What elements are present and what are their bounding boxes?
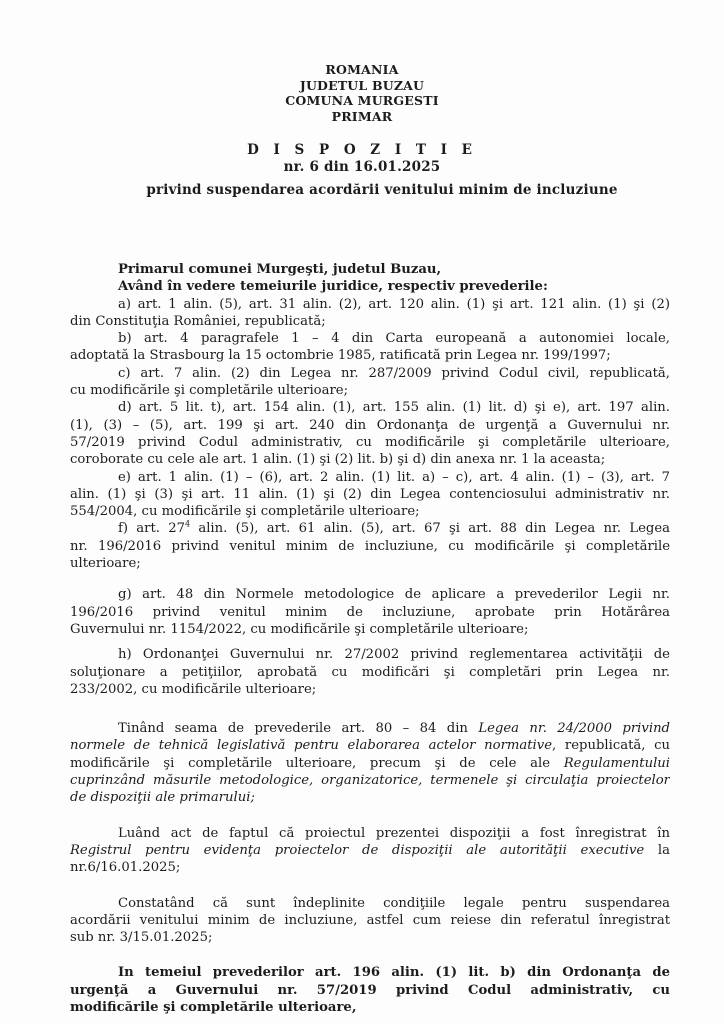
registered-text: la (644, 842, 670, 858)
provision-e-line: 554/2004, cu modificările şi completările ulterioare; (70, 504, 420, 520)
basis-line: urgenţă a Guvernului nr. 57/2019 privind Codul administrativ, cu (70, 982, 670, 998)
provision-f-line: ulterioare; (70, 556, 141, 572)
provision-f-line: nr. 196/2016 privind venitul minim de incluziune, cu modificările şi completările (70, 538, 670, 554)
finding-line: Constatând că sunt îndeplinite condiţiile legale pentru suspendarea (118, 895, 670, 911)
provision-d-line: 57/2019 privind Codul administrativ, cu modificările şi completările ulterioare, (70, 434, 670, 450)
provision-f-superscript: 4 (184, 520, 191, 530)
registered-number: nr.6/16.01.2025; (70, 860, 181, 876)
considering-text: , republicată, cu (552, 738, 670, 754)
provision-g-line: 196/2016 privind venitul minim de incluziune, aprobate prin Hotărârea (70, 604, 670, 620)
provision-b-line: b) art. 4 paragrafele 1 – 4 din Carta europeană a autonomiei locale, (118, 331, 670, 347)
considering-text: modificările şi completările ulterioare, precum şi de cele ale (70, 755, 564, 771)
provision-a-line: din Constituţia României, republicată; (70, 313, 326, 329)
provision-f-text-b: alin. (5), art. 61 alin. (5), art. 67 şi art. 88 din Legea nr. Legea (190, 521, 670, 537)
intro-considering: Având în vedere temeiurile juridice, respectiv prevederile: (118, 279, 548, 295)
finding-number: sub nr. 3/15.01.2025; (70, 930, 213, 946)
provision-h-line: 233/2002, cu modificările ulterioare; (70, 681, 317, 697)
considering-law-ref: Legea nr. 24/2000 privind (478, 721, 670, 737)
document-title-block (0, 142, 724, 199)
provision-h-line: h) Ordonanţei Guvernului nr. 27/2002 privind reglementarea activităţii de (118, 647, 670, 663)
header-commune: COMUNA MURGESTI (285, 93, 439, 108)
registered-registry-ref: Registrul pentru evidenţa proiectelor de dispoziţii ale autorităţii executive (70, 842, 645, 858)
header-country: ROMANIA (325, 62, 399, 77)
considering-law-title: normele de tehnică legislativă pentru elaborarea actelor normative (70, 738, 553, 754)
finding-line: acordării venitului minim de incluziune, astfel cum reiese din referatul înregistrat (70, 912, 670, 928)
document-type: D I S P O Z I T I E (247, 142, 477, 158)
document-header (0, 62, 724, 124)
document-body (70, 261, 670, 1016)
provision-h-line: soluţionare a petiţiilor, aprobată cu modificări şi completări prin Legea nr. (70, 664, 670, 680)
header-county: JUDETUL BUZAU (299, 77, 425, 93)
considering-text: Tinând seama de prevederile art. 80 – 84 din (118, 721, 479, 737)
considering-line (70, 737, 670, 754)
provision-c-line: c) art. 7 alin. (2) din Legea nr. 287/2009 privind Codul civil, republicată, (118, 365, 670, 381)
basis-line: modificările şi completările ulterioare, (70, 999, 357, 1015)
registered-line (70, 842, 670, 859)
considering-line (70, 755, 670, 772)
provision-f-line (70, 520, 670, 537)
provision-c-line: cu modificările şi completările ulterioare; (70, 383, 349, 399)
document-number-date: nr. 6 din 16.01.2025 (283, 159, 441, 175)
registered-line: Luând act de faptul că proiectul prezentei dispoziţii a fost înregistrat în (118, 825, 670, 841)
basis-line: In temeiul prevederilor art. 196 alin. (1) lit. b) din Ordonanţa de (118, 965, 670, 981)
provision-d-line: coroborate cu cele ale art. 1 alin. (1) şi (2) lit. b) şi d) din anexa nr. 1 la aceasta; (70, 452, 606, 468)
provision-f-text-a: f) art. 27 (118, 521, 185, 537)
provision-b-line: adoptată la Strasbourg la 15 octombrie 1985, ratificată prin Legea nr. 199/1997; (70, 348, 611, 364)
intro-mayor: Primarul comunei Murgeşti, judetul Buzau, (118, 262, 442, 277)
header-office: PRIMAR (331, 108, 393, 124)
document-subject: privind suspendarea acordării venitului minim de incluziune (146, 182, 618, 198)
considering-line: de dispoziţii ale primarului; (70, 790, 255, 806)
provision-a-line: a) art. 1 alin. (5), art. 31 alin. (2), art. 120 alin. (1) şi art. 121 alin. (1) şi (2) (118, 296, 670, 312)
provision-g-line: Guvernului nr. 1154/2022, cu modificările şi completările ulterioare; (70, 621, 529, 637)
considering-line: cuprinzând măsurile metodologice, organizatorice, termenele şi circulaţia proiectelor (70, 773, 670, 789)
considering-regulation-ref: Regulamentului (563, 755, 670, 771)
provision-d-line: (1), (3) – (5), art. 199 şi art. 240 din Ordonanţa de urgenţă a Guvernului nr. (70, 417, 670, 433)
provision-g-line: g) art. 48 din Normele metodologice de aplicare a prevederilor Legii nr. (118, 587, 670, 603)
provision-e-line: e) art. 1 alin. (1) – (6), art. 2 alin. (1) lit. a) – c), art. 4 alin. (1) – (3), art. 7 (118, 469, 670, 485)
provision-d-line: d) art. 5 lit. t), art. 154 alin. (1), art. 155 alin. (1) lit. d) şi e), art. 197 alin. (118, 400, 670, 416)
provision-e-line: alin. (1) şi (3) şi art. 11 alin. (1) şi (2) din Legea contenciosului administrativ nr. (70, 486, 670, 502)
considering-line (70, 720, 670, 737)
